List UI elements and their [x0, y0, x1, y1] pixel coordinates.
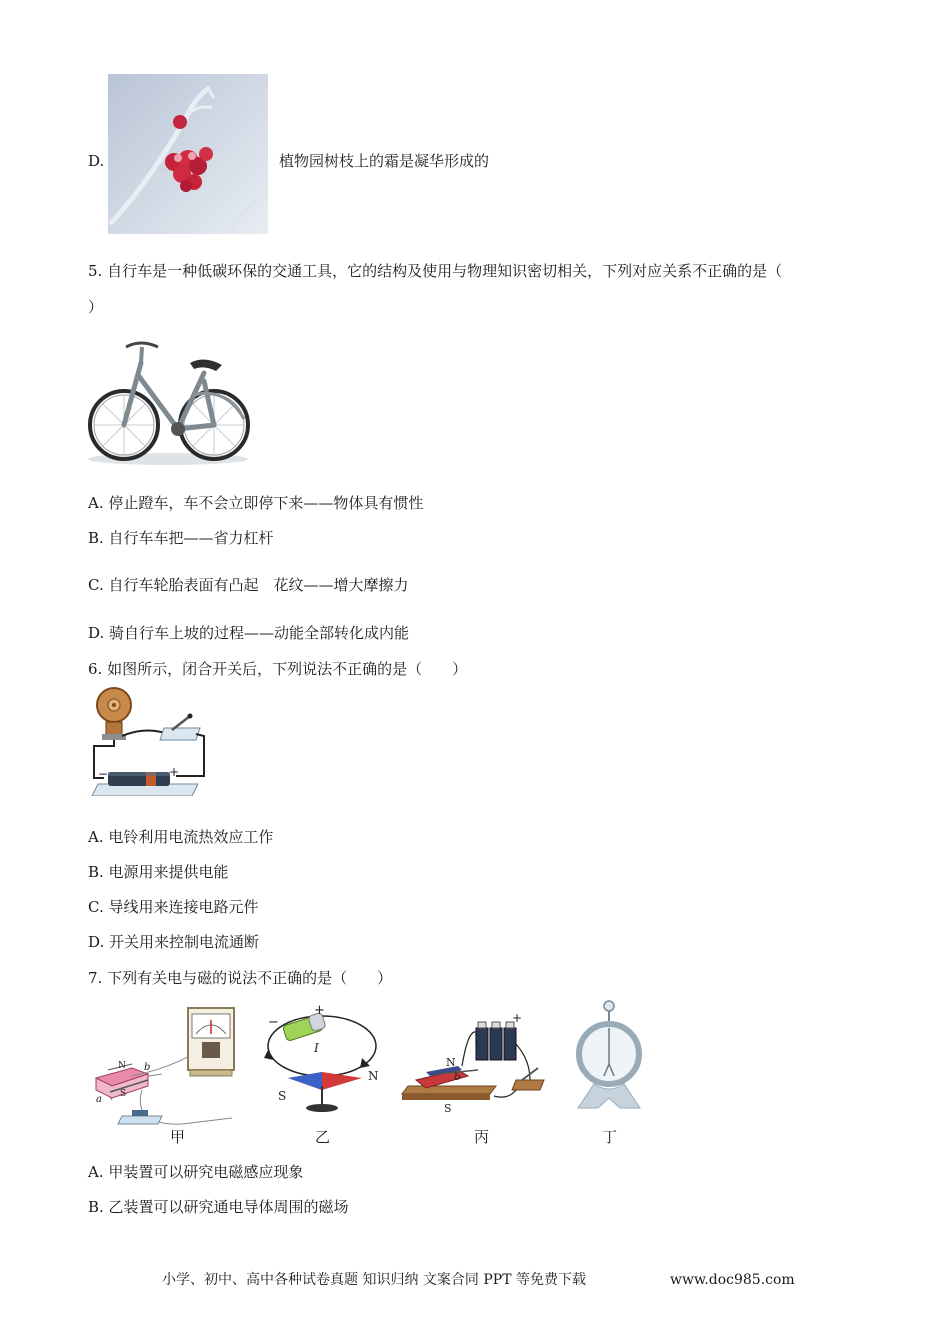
- bing-n-label: N: [446, 1056, 456, 1069]
- q6-option-b: B. 电源用来提供电能: [88, 863, 229, 881]
- footer-text: 小学、初中、高中各种试卷真题 知识归纳 文案合同 PPT 等免费下载: [162, 1272, 586, 1288]
- yi-minus-label: −: [268, 1015, 279, 1030]
- jia-a-label: a: [96, 1094, 102, 1105]
- bicycle-image: [86, 333, 250, 467]
- bell-circuit-diagram: [86, 686, 208, 796]
- q7-stem: 7. 下列有关电与磁的说法不正确的是（ ）: [88, 969, 393, 987]
- option-d-text: 植物园树枝上的霜是凝华形成的: [279, 152, 490, 170]
- minus-label: −: [98, 767, 109, 781]
- q6-option-a: A. 电铃利用电流热效应工作: [88, 828, 274, 846]
- jia-b-label: b: [144, 1062, 151, 1073]
- q6-stem: 6. 如图所示，闭合开关后，下列说法不正确的是（ ）: [88, 660, 468, 678]
- caption-jia: 甲: [170, 1128, 186, 1146]
- caption-yi: 乙: [315, 1128, 331, 1146]
- q5-option-c: C. 自行车轮胎表面有凸起 花纹——增大摩擦力: [88, 576, 409, 594]
- figure-yi-oersted: [262, 1000, 390, 1112]
- yi-n-label: N: [368, 1069, 379, 1083]
- option-d-label: D.: [88, 152, 105, 170]
- q5-option-a: A. 停止蹬车，车不会立即停下来——物体具有惯性: [88, 494, 424, 512]
- caption-ding: 丁: [602, 1128, 618, 1146]
- bing-plus-label: +: [512, 1011, 523, 1025]
- q6-option-c: C. 导线用来连接电路元件: [88, 898, 259, 916]
- jia-s-label: S: [120, 1089, 127, 1099]
- yi-plus-label: +: [314, 1003, 325, 1018]
- bing-b-label: b: [454, 1072, 461, 1083]
- q5-option-b: B. 自行车车把——省力杠杆: [88, 529, 274, 547]
- yi-s-label: S: [278, 1089, 287, 1103]
- q5-option-d: D. 骑自行车上坡的过程——动能全部转化成内能: [88, 624, 410, 642]
- q5-stem-line2: ）: [88, 298, 104, 316]
- q7-option-b: B. 乙装置可以研究通电导体周围的磁场: [88, 1198, 349, 1216]
- bing-s-label: S: [444, 1102, 452, 1114]
- yi-current-label: I: [314, 1041, 319, 1055]
- q7-option-a: A. 甲装置可以研究电磁感应现象: [88, 1163, 304, 1181]
- plus-label: +: [169, 765, 180, 779]
- jia-n-label: N: [118, 1061, 126, 1071]
- caption-bing: 丙: [474, 1128, 490, 1146]
- q6-option-d: D. 开关用来控制电流通断: [88, 933, 260, 951]
- footer-url[interactable]: www.doc985.com: [670, 1272, 795, 1288]
- frost-berries-image: [108, 74, 268, 234]
- figure-bing-motor: [398, 1010, 550, 1114]
- figure-jia-induction: [92, 1006, 242, 1130]
- q5-stem-line1: 5. 自行车是一种低碳环保的交通工具，它的结构及使用与物理知识密切相关，下列对应关系不正确的是（: [88, 262, 783, 280]
- figure-ding-electroscope: [568, 998, 652, 1114]
